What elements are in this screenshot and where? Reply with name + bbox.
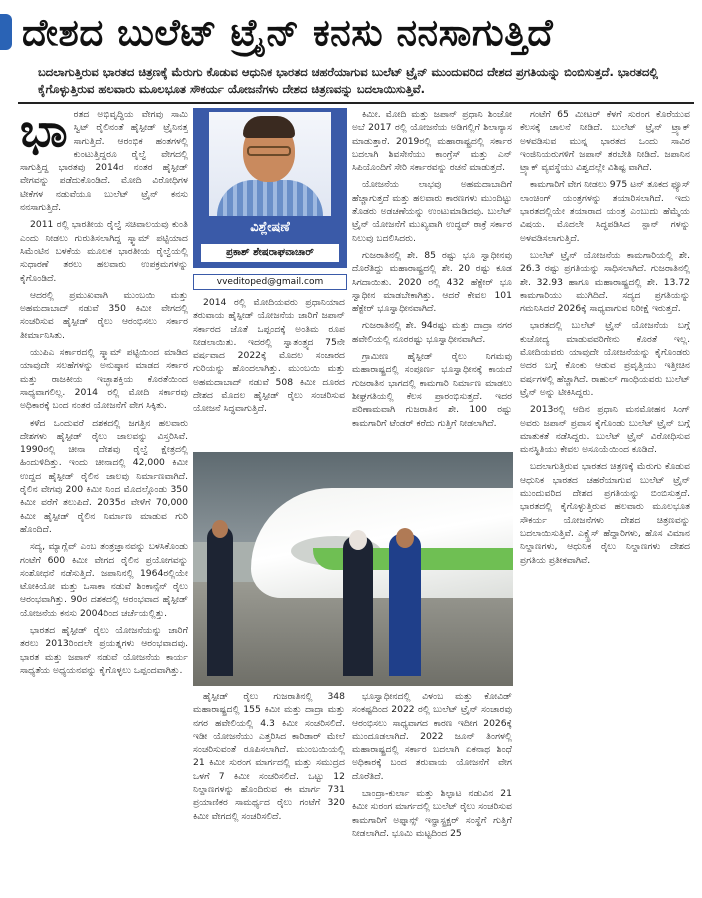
paragraph: ಕಿಮೀ. ಮೋದಿ ಮತ್ತು ಜಪಾನ್ ಪ್ರಧಾನಿ ಶಿಂಜೋ ಅಬೆ 2017 ರಲ್ಲಿ ಯೋಜನೆಯ ಅಡಿಗಲ್ಲಿಗೆ ಶಿಲಾನ್ಯಾಸ ಮಾಡುತ್ತಾರೆ. 2019ರಲ್ಲಿ ಮಹಾರಾಷ್ಟ್ರದಲ್ಲಿ ಸರ್ಕಾರ ಬದಲಾಗಿ ಶಿವಸೇನೆಯು ಕಾಂಗ್ರೆಸ್ ಮತ್ತು ಎನ್ ಸಿಪಿಯೊಂದಿಗೆ ಸೇರಿ ಸರ್ಕಾರವನ್ನು ರಚನೆ ಮಾಡುತ್ತದೆ.: [352, 109, 512, 174]
author-photo: [209, 112, 331, 216]
lede-paragraph: ಬದಲಾಗುತ್ತಿರುವ ಭಾರತದ ಚಿತ್ರಣಕ್ಕೆ ಮೆರುಗು ಕೊಡುವ ಆಧುನಿಕ ಭಾರತದ ಚಹರೆಯಾಗುವ ಬುಲೆಟ್ ಟ್ರೈನ್ ಮುಂದುವರಿದ ದೇಶದ ಪ್ರಗತಿಯನ್ನು ಬಿಂಬಿಸುತ್ತದೆ. ಭಾರತದಲ್ಲಿ ಕೈಗೊಳ್ಳುತ್ತಿರುವ ಹಲವಾರು ಮೂಲಭೂತ ಸೌಕರ್ಯ ಯೋಜನೆಗಳು ದೇಶದ ಚಿತ್ರಣವನ್ನು ಬದಲಾಯಿಸುತ್ತಿವೆ.: [38, 65, 659, 96]
paragraph: ಬಾಂದ್ರಾ-ಕುರ್ಲಾ ಮತ್ತು ಶಿಲ್ಫಾಟ ನಡುವಿನ 21 ಕಿಮೀ ಸುರಂಗ ಮಾರ್ಗದಲ್ಲಿ ಬುಲೆಟ್ ರೈಲು ಸಂಚರಿಸುವ ಕಾಮಗಾರಿಗೆ ಅಫ್ಕಾನ್ಸ್ ಇನ್ಫ್ರಾಸ್ಟ್ರಕ್ಚರ್ ಸಂಸ್ಥೆಗೆ ಗುತ್ತಿಗೆ ನೀಡಲಾಗಿದೆ. ಭೂಮಿ ಮಟ್ಟದಿಂದ 25: [352, 788, 512, 839]
divider: [18, 102, 694, 104]
paragraph: ಬದಲಾಗುತ್ತಿರುವ ಭಾರತದ ಚಿತ್ರಣಕ್ಕೆ ಮೆರುಗು ಕೊಡುವ ಆಧುನಿಕ ಭಾರತದ ಚಹರೆಯಾಗುವ ಬುಲೆಟ್ ಟ್ರೈನ್ ಮುಂದುವರಿದ ದೇಶದ ಪ್ರಗತಿಯನ್ನು ಬಿಂಬಿಸುತ್ತದೆ. ಭಾರತದಲ್ಲಿ ಕೈಗೊಳ್ಳುತ್ತಿರುವ ಹಲವಾರು ಮೂಲಭೂತ ಸೌಕರ್ಯ ಯೋಜನೆಗಳು ದೇಶದ ಚಿತ್ರಣವನ್ನು ಬದಲಾಯಿಸುತ್ತಿವೆ. ಎಕ್ಸ್ಪ್ರೆಸ್ ಹೆದ್ದಾರಿಗಳು, ಹೊಸ ವಿಮಾನ ನಿಲ್ದಾಣಗಳು, ಆಧುನಿಕ ರೈಲು ನಿಲ್ದಾಣಗಳು ದೇಶದ ಪ್ರಗತಿಯ ಪ್ರತೀಕವಾಗಿವೆ.: [520, 461, 690, 566]
paragraph: ಕಾಮಗಾರಿಗೆ ವೇಗ ನೀಡಲು 975 ಟನ್ ತೂಕದ ಫ್ಯೂಸ್ ಲಾಂಚಿಂಗ್ ಯಂತ್ರಗಳನ್ನು ತಯಾರಿಸಲಾಗಿದೆ. ಇದು ಭಾರತದಲ್ಲಿಯೇ ತಯಾರಾದ ಯಂತ್ರ ಎಂಬುದು ಹೆಮ್ಮೆಯ ವಿಷಯ. ಮೊದಲೇ ಸಿದ್ಧಪಡಿಸಿದ ಸ್ಪಾನ್ ಗಳನ್ನು ಅಳವಡಿಸಲಾಗುತ್ತಿದೆ.: [520, 179, 690, 244]
paragraph: ಗುಜರಾತಿನಲ್ಲಿ ಶೇ. 94ರಷ್ಟು ಮತ್ತು ದಾದ್ರಾ ನಗರ ಹವೇಲಿಯಲ್ಲಿ ನೂರರಷ್ಟು ಭೂಸ್ವಾಧೀನವಾಗಿದೆ.: [352, 320, 512, 345]
column-2-top: [193, 296, 345, 446]
drop-cap: ಭಾ: [20, 108, 68, 157]
paragraph: ಭಾರತದ ಹೈಸ್ಪೀಡ್ ರೈಲು ಯೋಜನೆಯನ್ನು ಜಾರಿಗೆ ತರಲು 2013ರಿಂದಲೇ ಪ್ರಯತ್ನಗಳು ಆರಂಭವಾದವು. ಭಾರತ ಮತ್ತು ಜಪಾನ್ ನಡುವೆ ಯೋಜನೆಯ ಕಾರ್ಯ ಸಾಧ್ಯತೆಯ ಅಧ್ಯಯನವನ್ನು ಕೈಗೊಳ್ಳಲು ಒಪ್ಪಂದವಾಗಿತ್ತು.: [20, 624, 188, 676]
paragraph: 2013ರಲ್ಲಿ ಆದಿನ ಪ್ರಧಾನಿ ಮನಮೋಹನ ಸಿಂಗ್ ಅವರು ಜಪಾನ್ ಪ್ರವಾಸ ಕೈಗೊಂಡು ಬುಲೆಟ್ ಟ್ರೈನ್ ಬಗ್ಗೆ ಮಾತುಕತೆ ನಡೆಸಿದ್ದರು. ಬುಲೆಟ್ ಟ್ರೈನ್ ವಿರೋಧಿಸುವ ಮನಸ್ಥಿತಿಯು ಕೇವಲ ಅಸೂಯೆಯಿಂದ ಕೂಡಿದೆ.: [520, 404, 690, 456]
train-image: [251, 488, 513, 598]
person: [389, 534, 421, 676]
section-tab: [0, 14, 12, 50]
person: [207, 526, 233, 676]
paragraph: 2014 ರಲ್ಲಿ ಮೋದಿಯವರು ಪ್ರಧಾನಿಯಾದ ತರುವಾಯ ಹೈಸ್ಪೀಡ್ ಯೋಜನೆಯ ಜಾರಿಗೆ ಜಪಾನ್ ಸರ್ಕಾರದ ಜೊತೆ ಒಪ್ಪಂದಕ್ಕೆ ಅಂತಿಮ ರೂಪ ನೀಡಲಾಯಿತು. ಇದರಲ್ಲಿ ಸ್ವಾತಂತ್ರ್ಯದ 75ನೇ ವರ್ಷವಾದ 2022ಕ್ಕೆ ಮೊದಲ ಸಂಚಾರದ ಗುರಿಯನ್ನು ಹೊಂದಲಾಗಿತ್ತು. ಮುಂಬಯಿ ಮತ್ತು ಅಹಮದಾಬಾದ್ ನಡುವೆ 508 ಕಿಮೀ ದೂರದ ದೇಶದ ಮೊದಲ ಹೈಸ್ಪೀಡ್ ರೈಲು ಸಂಚರಿಸುವ ಯೋಜನೆ ಸಿದ್ಧವಾಗುತ್ತಿದೆ.: [193, 297, 345, 415]
headline: ದೇಶದ ಬುಲೆಟ್ ಟ್ರೈನ್ ಕನಸು ನನಸಾಗುತ್ತಿದೆ: [22, 11, 554, 54]
column-2-bottom: [193, 690, 345, 892]
paragraph: ಭೂಸ್ವಾಧೀನದಲ್ಲಿ ವಿಳಂಬ ಮತ್ತು ಕೋವಿಡ್ ಸಂಕಷ್ಟದಿಂದ 2022 ರಲ್ಲಿ ಬುಲೆಟ್ ಟ್ರೈನ್ ಸಂಚಾರವು ಆರಂಭಿಸಲು ಸಾಧ್ಯವಾಗದ ಕಾರಣ ಇದೀಗ 2026ಕ್ಕೆ ಮುಂದೂಡಲಾಗಿದೆ. 2022 ಜೂನ್ ತಿಂಗಳಲ್ಲಿ ಮಹಾರಾಷ್ಟ್ರದಲ್ಲಿ ಸರ್ಕಾರ ಬದಲಾಗಿ ಏಕನಾಥ ಶಿಂಧೆ ಅಧಿಕಾರಕ್ಕೆ ಬಂದ ತರುವಾಯ ಯೋಜನೆಗೆ ವೇಗ ದೊರೆತಿದೆ.: [352, 691, 512, 782]
paragraph: ಹೈಸ್ಪೀಡ್ ರೈಲು ಗುಜರಾತಿನಲ್ಲಿ 348 ಮಹಾರಾಷ್ಟ್ರದಲ್ಲಿ 155 ಕಿಮೀ ಮತ್ತು ದಾದ್ರಾ ಮತ್ತು ನಗರ ಹವೇಲಿಯಲ್ಲಿ 4.3 ಕಿಮೀ ಸಂಚರಿಸಲಿದೆ. ಇಡೀ ಯೋಜನೆಯು ಎತ್ತರಿಸಿದ ಕಾರಿಡಾರ್ ಮೇಲೆ ಸಂಚರಿಸುವಂತೆ ರೂಪಿಸಲಾಗಿದೆ. ಮುಂಬಯಿಯಲ್ಲಿ 21 ಕಿಮೀ ಸುರಂಗ ಮಾರ್ಗದಲ್ಲಿ ಮತ್ತು ಸಮುದ್ರದ ಒಳಗೆ 7 ಕಿಮೀ ಸಂಚರಿಸಲಿದೆ. ಒಟ್ಟು 12 ನಿಲ್ದಾಣಗಳನ್ನು ಹೊಂದಿರುವ ಈ ಮಾರ್ಗ 731 ಪ್ರಯಾಣಿಕರ ಸಾಮರ್ಥ್ಯದ ರೈಲು ಗಂಟೆಗೆ 320 ಕಿಮೀ ವೇಗದಲ್ಲಿ ಸಂಚರಿಸಲಿದೆ.: [193, 691, 345, 822]
paragraph: ಭಾರತದಲ್ಲಿ ಬುಲೆಟ್ ಟ್ರೈನ್ ಯೋಜನೆಯ ಬಗ್ಗೆ ಕುಚೋದ್ಯ ಮಾಡುವವರಿಗೇನು ಕೊರತೆ ಇಲ್ಲ. ಮೋದಿಯವರು ಯಾವುದೇ ಯೋಜನೆಯನ್ನು ಕೈಗೊಂಡರು ಅದರ ಬಗ್ಗೆ ಕೊಂಕು ಆಡುವ ಪ್ರವೃತ್ತಿಯು ಇತ್ತೀಚಿನ ವರ್ಷಗಳಲ್ಲಿ ಹೆಚ್ಚಾಗಿದೆ. ರಾಹುಲ್ ಗಾಂಧಿಯವರು ಬುಲೆಟ್ ಟ್ರೈನ್ ಅನ್ನು ಟೀಕಿಸಿದ್ದರು.: [520, 320, 690, 398]
paragraph: ಗುಜರಾತಿನಲ್ಲಿ ಶೇ. 85 ರಷ್ಟು ಭೂ ಸ್ವಾಧೀನವು ದೊರೆತಿದ್ದು ಮಹಾರಾಷ್ಟ್ರದಲ್ಲಿ ಶೇ. 20 ರಷ್ಟು ಕೂಡ ಸಿಗದಾಯಿತು. 2020 ರಲ್ಲಿ 432 ಹೆಕ್ಟೇರ್ ಭೂ ಸ್ವಾಧೀನ ಮಾಡಬೇಕಾಗಿತ್ತು. ಆದರೆ ಕೇವಲ 101 ಹೆಕ್ಟೇರ್ ಭೂಸ್ವಾಧೀನವಾಗಿದೆ.: [352, 249, 512, 315]
paragraph: ಬುಲೆಟ್ ಟ್ರೈನ್ ಯೋಜನೆಯ ಕಾಮಗಾರಿಯಲ್ಲಿ ಶೇ. 26.3 ರಷ್ಟು ಪ್ರಗತಿಯನ್ನು ಸಾಧಿಸಲಾಗಿದೆ. ಗುಜರಾತಿನಲ್ಲಿ ಶೇ. 32.93 ಹಾಗೂ ಮಹಾರಾಷ್ಟ್ರದಲ್ಲಿ ಶೇ. 13.72 ಕಾಮಗಾರಿಯು ಮುಗಿದಿದೆ. ಸದ್ಯದ ಪ್ರಗತಿಯನ್ನು ಗಮನಿಸಿದರೆ 2026ಕ್ಕೆ ಸಾಧ್ಯವಾಗುವ ನಿರೀಕ್ಷೆ ಇರುತ್ತದೆ.: [520, 249, 690, 315]
paragraph: ಗ್ರಾಮೀಣ ಹೈಸ್ಪೀಡ್ ರೈಲು ನಿಗಮವು ಮಹಾರಾಷ್ಟ್ರದಲ್ಲಿ ಸಂಪೂರ್ಣ ಭೂಸ್ವಾಧೀನಕ್ಕೆ ಕಾಯದೆ ಗುಜರಾತಿನ ಭಾಗದಲ್ಲಿ ಕಾಮಗಾರಿ ನಿರ್ಮಾಣ ಮಾಡಲು ಶೀಘ್ರಗತಿಯಲ್ಲಿ ಕೆಲಸ ಪ್ರಾರಂಭಿಸುತ್ತದೆ. ಇದರ ಪರಿಣಾಮವಾಗಿ ಗುಜರಾತಿನ ಶೇ. 100 ರಷ್ಟು ಕಾಮಗಾರಿಗೆ ಟೆಂಡರ್ ಕರೆದು ಗುತ್ತಿಗೆ ನೀಡಲಾಗಿದೆ.: [352, 351, 512, 429]
paragraph: ಕಳೆದ ಒಂದುವರೆ ದಶಕದಲ್ಲಿ ಜಗತ್ತಿನ ಹಲವಾರು ದೇಶಗಳು ಹೈಸ್ಪೀಡ್ ರೈಲು ಜಾಲವನ್ನು ವಿಸ್ತರಿಸಿವೆ. 1990ರಲ್ಲಿ ಚೀನಾ ದೇಶವು ರೈಲ್ವೆ ಕ್ಷೇತ್ರದಲ್ಲಿ ಹಿಂದುಳಿದಿತ್ತು. ಇಂದು ಚೀನಾದಲ್ಲಿ 42,000 ಕಿಮೀ ಉದ್ದದ ಹೈಸ್ಪೀಡ್ ರೈಲಿನ ಜಾಲವು ನಿರ್ಮಾಣವಾಗಿದೆ. ರೈಲಿನ ವೇಗವು 200 ಕಿಮೀ ನಿಂದ ಮೊದಲ್ಗೊಂಡು 350 ಕಿಮೀ ವರೆಗೆ ತಲುಪಿದೆ. 2035ರ ವೇಳೆಗೆ 70,000 ಕಿಮೀ ಹೈಸ್ಪೀಡ್ ರೈಲಿನ ನಿರ್ಮಾಣ ಮಾಡುವ ಗುರಿ ಹೊಂದಿದೆ.: [20, 417, 188, 535]
column-1: [20, 108, 188, 892]
column-3-top: [352, 108, 512, 446]
column-3-bottom: [352, 690, 512, 892]
paragraph: ಯೋಜನೆಯ ಲಾಭವು ಅಹಮದಾಬಾದಿಗೆ ಹೆಚ್ಚಾಗುತ್ತದೆ ಮತ್ತು ಹಲವಾರು ಕಾರಣಗಳು ಮುಂದಿಟ್ಟು ತೊಡರು ಅಡಚಣೆಯನ್ನು ಉಂಟುಮಾಡಿದವು. ಬುಲೆಟ್ ಟ್ರೈನ್ ಯೋಜನೆಗೆ ಮುಖ್ಯವಾಗಿ ಉದ್ಧವ್ ಠಾಕ್ರೆ ಸರ್ಕಾರ ನಿಲುವು ಬದಲಿಸಿದರು.: [352, 179, 512, 244]
bullet-train-photo: [193, 452, 513, 686]
paragraph: ಆದರಲ್ಲಿ ಪ್ರಮುಖವಾಗಿ ಮುಂಬಯಿ ಮತ್ತು ಅಹಮದಾಬಾದ್ ನಡುವೆ 350 ಕಿಮೀ ವೇಗದಲ್ಲಿ ಸಂಚರಿಸುವ ಹೈಸ್ಪೀಡ್ ರೈಲು ಆರಂಭಿಸಲು ಸರ್ಕಾರ ತೀರ್ಮಾನಿಸಿತು.: [20, 289, 188, 341]
paragraph: ರತದ ಅಭಿವೃದ್ಧಿಯ ವೇಗವು ಸಾಮಿ ಸ್ವಿಟ್ ರೈಲಿನಂತೆ ಹೈಸ್ಪೀಡ್ ಟ್ರೈನಿನತ್ತ ಸಾಗುತ್ತಿದೆ. ಆರಂಭಿಕ ಹಂತಗಳಲ್ಲಿ ಕುಂಟುತ್ತಿದ್ದರೂ ರೈಲ್ವೆ ವೇಗದಲ್ಲಿ ಸಾಗುತ್ತಿದ್ದ ಭಾರತವು 2014ರ ನಂತರ ಹೈಸ್ಪೀಡ್ ವೇಗವನ್ನು ಪಡೆದುಕೊಂಡಿದೆ. ಮೋದಿ ವಿರೋಧಿಗಳ ಟೀಕೆಗಳ ನಡುವೆಯೂ ಬುಲೆಟ್ ಟ್ರೈನ್ ಕನಸು ನನಸಾಗುತ್ತಿದೆ.: [20, 109, 188, 214]
column-4: [520, 108, 690, 892]
paragraph: ಗಂಟೆಗೆ 65 ಮೀಟರ್ ಕೆಳಗೆ ಸುರಂಗ ಕೊರೆಯುವ ಕೆಲಸಕ್ಕೆ ಚಾಲನೆ ನೀಡಿದೆ. ಬುಲೆಟ್ ಟ್ರೈನ್ ಟ್ರ್ಯಾಕ್ ಅಳವಡಿಸುವ ಮುನ್ನ ಭಾರತದ ಒಂದು ಸಾವಿರ ಇಂಜಿನಿಯರುಗಳಿಗೆ ಜಪಾನ್ ತರಬೇತಿ ನೀಡಿದೆ. ಜಪಾನಿನ ಟ್ರ್ಯಾಕ್ ವ್ಯವಸ್ಥೆಯು ವಿಶ್ವದಲ್ಲೇ ವಿಶಿಷ್ಟ ವಾಗಿದೆ.: [520, 109, 690, 174]
paragraph: ಸದ್ಯ, ಮ್ಯಾಗ್ಲೆವ್ ಎಂಬ ತಂತ್ರಜ್ಞಾನವನ್ನು ಬಳಸಿಕೊಂಡು ಗಂಟೆಗೆ 600 ಕಿಮೀ ವೇಗದ ರೈಲಿನ ಪ್ರಯೋಗವನ್ನು ಸಂಶೋಧನೆ ನಡೆಸುತ್ತಿದೆ. ಜಪಾನಿನಲ್ಲಿ 1964ರಲ್ಲಿಯೇ ಟೋಕಿಯೋ ಮತ್ತು ಒಸಾಕಾ ನಡುವೆ ಶಿಂಕಾನ್ಸೆನ್ ರೈಲು ಆರಂಭವಾಗಿತ್ತು. 90ರ ದಶಕದಲ್ಲಿ ಆರಂಭವಾದ ಹೈಸ್ಪೀಡ್ ಯೋಜನೆಯ ಕನಸು 2004ರಿಂದ ಚರ್ಚೆಯಲ್ಲಿತ್ತು.: [20, 541, 188, 619]
author-name: ಪ್ರಕಾಶ್ ಶೇಷರಾಘವಾಚಾರ್: [201, 244, 339, 262]
paragraph: 2011 ರಲ್ಲಿ ಭಾರತೀಯ ರೈಲ್ವೆ ಸಚಿವಾಲಯವು ಕುಂತಿ ಎಂದು ನೀಡಲು ಗುರುತಿಸಲಾಗಿದ್ದ ಸ್ಕ್ವಾಮ್ ಪಟ್ಟಿಯಾದ ಸಿಮೆಂಟಿನ ಬಳಕೆಯ ಮೂಲಕ ಭಾರತೀಯ ರೈಲ್ವೆಯಲ್ಲಿ ಸುಧಾರಣೆ ತರಲು ಹಲವಾರು ಉಪಕ್ರಮಗಳನ್ನು ಕೈಗೊಂಡಿದೆ.: [20, 219, 188, 284]
person: [343, 536, 373, 676]
author-box: [193, 108, 347, 268]
paragraph: ಯುಪಿಎ ಸರ್ಕಾರದಲ್ಲಿ ಸ್ಕ್ವಾಮ್ ಪಟ್ಟಿಯಿಂದ ಮಾಡಿದ ಯಾವುದೇ ಸಲಹೆಗಳನ್ನು ಅನುಷ್ಠಾನ ಮಾಡದ ಸರ್ಕಾರ ಮತ್ತು ರಾಜಕೀಯ ಇಚ್ಛಾಶಕ್ತಿಯ ಕೊರತೆಯಿಂದ ಸಾಧ್ಯವಾಗಲಿಲ್ಲ. 2014 ರಲ್ಲಿ ಮೋದಿ ಸರ್ಕಾರವು ಅಧಿಕಾರಕ್ಕೆ ಬಂದ ನಂತರ ಯೋಜನೆಗೆ ವೇಗ ಸಿಕ್ಕಿತು.: [20, 347, 188, 412]
author-email[interactable]: vveditoped@gmail.com: [193, 274, 347, 290]
section-label: ವಿಶ್ಲೇಷಣೆ: [250, 220, 290, 235]
